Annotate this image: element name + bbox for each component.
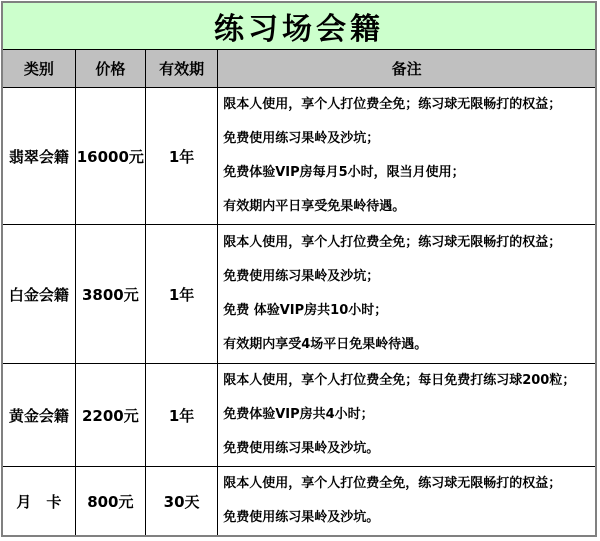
membership-price-table [1,1,597,537]
price-cell: 3800元 [75,225,145,364]
price-cell: 16000元 [75,88,145,225]
notes-cell [218,467,596,537]
column-header-category: 类别 [2,50,75,88]
table-row-platinum [2,225,596,364]
note-line: 有效期内享受4场平日免果岭待遇。 [223,337,428,352]
validity-cell: 30天 [145,467,217,537]
table-header-row [2,50,596,88]
note-line: 免费使用练习果岭及沙坑。 [223,510,380,525]
note-line: 免费使用练习果岭及沙坑； [223,131,380,146]
note-line: 免费 体验VIP房共10小时； [223,303,388,318]
table-row-monthly-card [2,467,596,537]
note-line: 免费使用练习果岭及沙坑； [223,269,380,284]
validity-cell: 1年 [145,364,217,467]
category-cell: 黄金会籍 [2,364,75,467]
note-line: 限本人使用，享个人打位费全免；练习球无限畅打的权益； [223,97,562,112]
column-header-price: 价格 [75,50,145,88]
note-line: 限本人使用，享个人打位费全免；练习球无限畅打的权益； [223,235,562,250]
table-row-jade [2,88,596,225]
category-cell: 翡翠会籍 [2,88,75,225]
price-cell: 2200元 [75,364,145,467]
note-line: 有效期内平日享受免果岭待遇。 [223,199,406,214]
note-line: 免费体验VIP房每月5小时，限当月使用； [223,165,465,180]
price-cell: 800元 [75,467,145,537]
note-line: 免费体验VIP房共4小时； [223,407,374,422]
page-title: 练习场会籍 [2,2,596,50]
category-cell: 月 卡 [2,467,75,537]
table-row-gold [2,364,596,467]
table-title-row [2,2,596,50]
note-line: 免费使用练习果岭及沙坑。 [223,441,380,456]
notes-cell [218,225,596,364]
validity-cell: 1年 [145,88,217,225]
validity-cell: 1年 [145,225,217,364]
column-header-notes: 备注 [218,50,596,88]
notes-cell [218,364,596,467]
note-line: 限本人使用，享个人打位费全免，练习球无限畅打的权益； [223,476,562,491]
notes-cell [218,88,596,225]
column-header-validity: 有效期 [145,50,217,88]
note-line: 限本人使用，享个人打位费全免；每日免费打练习球200粒； [223,373,576,388]
category-cell: 白金会籍 [2,225,75,364]
